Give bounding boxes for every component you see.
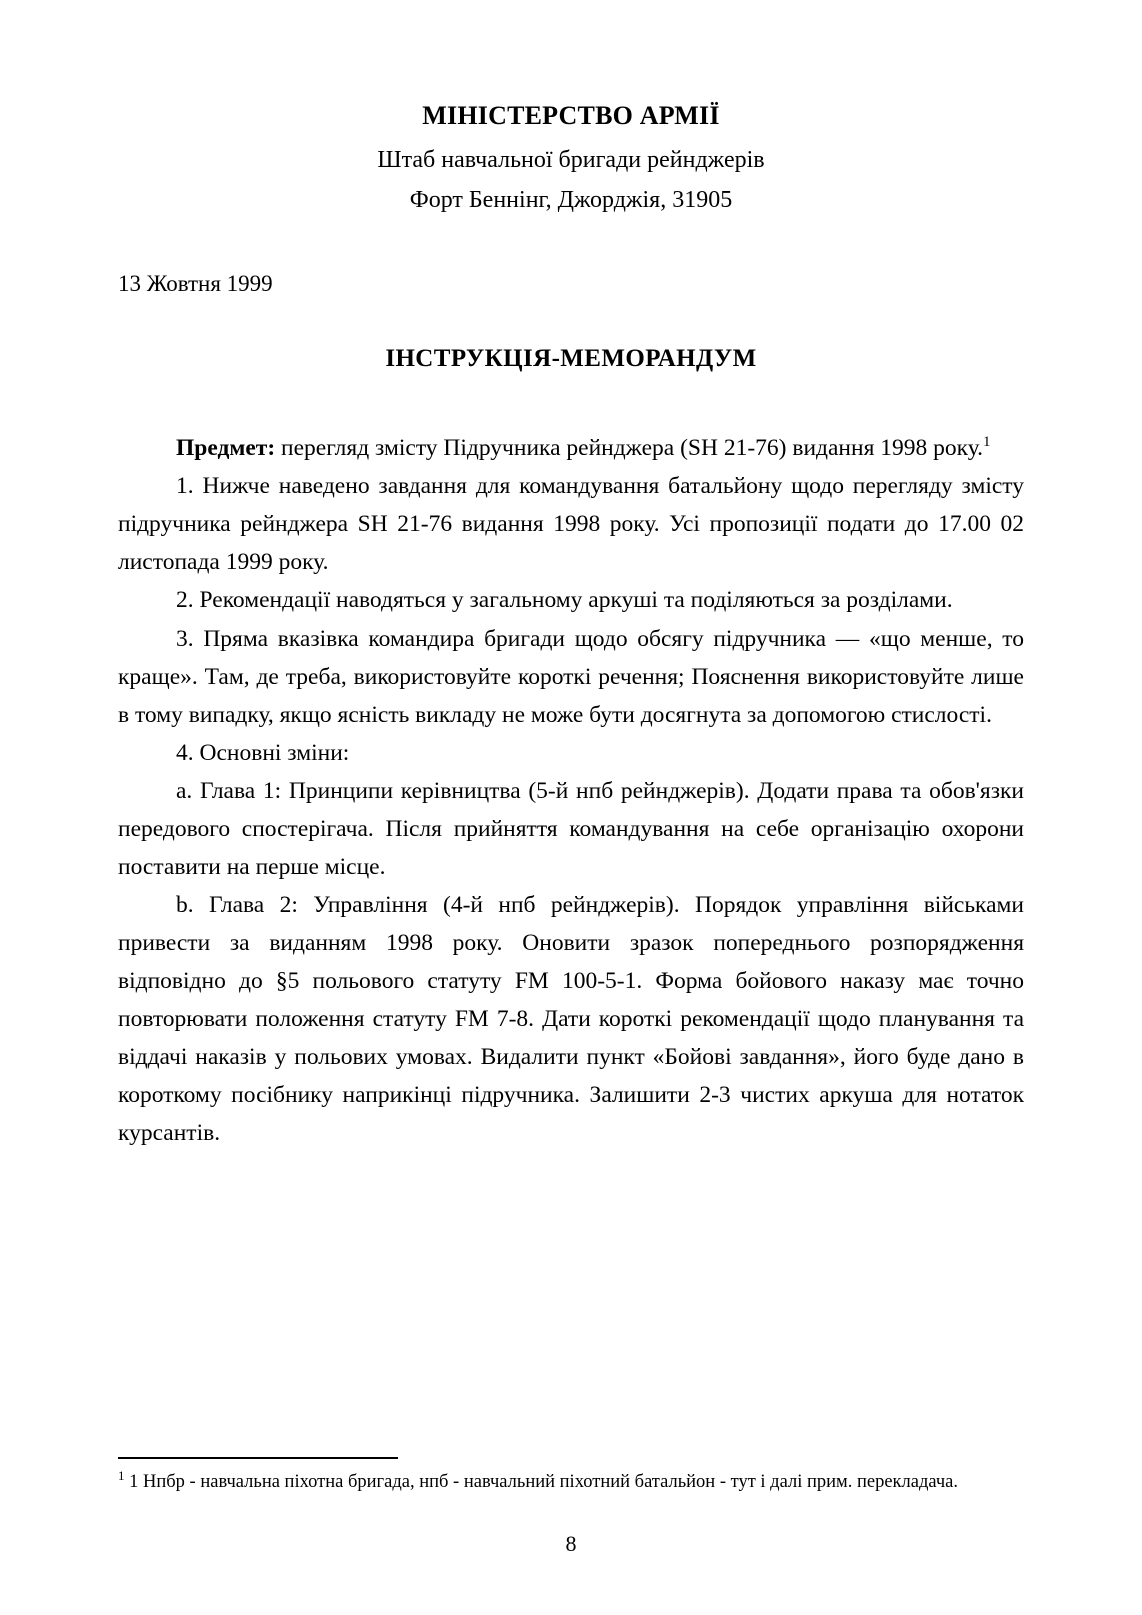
address-line: Форт Беннінг, Джорджія, 31905 [409, 187, 733, 214]
footnote-number: 1 [118, 1468, 125, 1484]
subject-label: Предмет: [176, 435, 276, 462]
footnote-area [118, 1457, 1024, 1497]
body-paragraph: 2. Рекомендації наводяться у загальному аркуші та поділяються за розділами. [176, 587, 953, 614]
subject-text: перегляд змісту Підручника рейнджера (SH 21-76) видання 1998 року. [281, 435, 983, 462]
body-paragraph: 3. Пряма вказівка командира бригади щодо обсягу підручника — «що менше, то краще». Там, де треба, використовуйте короткі речення; Пояснення використовуйте лише в тому випадку, якщо ясність викладу не може бути досягнута за допомогою стислості. [118, 625, 1024, 728]
body-paragraph: 1. Нижче наведено завдання для командування батальйону щодо перегляду змісту підручника рейнджера SH 21-76 видання 1998 року. Усі пропозиції подати до 17.00 02 листопада 1999 року. [118, 473, 1024, 576]
footnote-separator [118, 1457, 398, 1459]
body-paragraph: 4. Основні зміни: [176, 739, 350, 766]
document-type-heading: ІНСТРУКЦІЯ-МЕМОРАНДУМ [385, 345, 757, 373]
letterhead [118, 100, 1024, 215]
footnote-text [118, 1469, 1024, 1497]
body-paragraph: b. Глава 2: Управління (4-й нпб рейнджерів). Порядок управління військами привести за виданням 1998 року. Оновити зразок попереднього розпорядження відповідно до §5 польового статуту FM 100-5-1. Форма бойового наказу має точно повторювати положення статуту FM 7-8. Дати короткі рекомендації щодо планування та віддачі наказів у польових умовах. Видалити пункт «Бойові завдання», його буде дано в короткому посібнику наприкінці підручника. Залишити 2-3 чистих аркуша для нотаток курсантів. [118, 891, 1024, 1147]
document-content [118, 100, 1024, 1152]
document-date: 13 Жовтня 1999 [118, 271, 273, 297]
unit-line: Штаб навчальної бригади рейнджерів [377, 147, 765, 174]
ministry-title: МІНІСТЕРСТВО АРМІЇ [422, 101, 720, 130]
page-number: 8 [565, 1531, 577, 1556]
footnote-body: 1 Нпбр - навчальна піхотна бригада, нпб - навчальний піхотний батальйон - тут і далі прим. перекладача. [129, 1472, 958, 1493]
body-paragraph: a. Глава 1: Принципи керівництва (5-й нпб рейнджерів). Додати права та обов'язки передового спостерігача. Після прийняття командування на себе організацію охорони поставити на перше місце. [118, 777, 1024, 880]
footnote-marker: 1 [983, 434, 991, 451]
document-body [118, 429, 1024, 1152]
subject-paragraph [118, 429, 1024, 467]
